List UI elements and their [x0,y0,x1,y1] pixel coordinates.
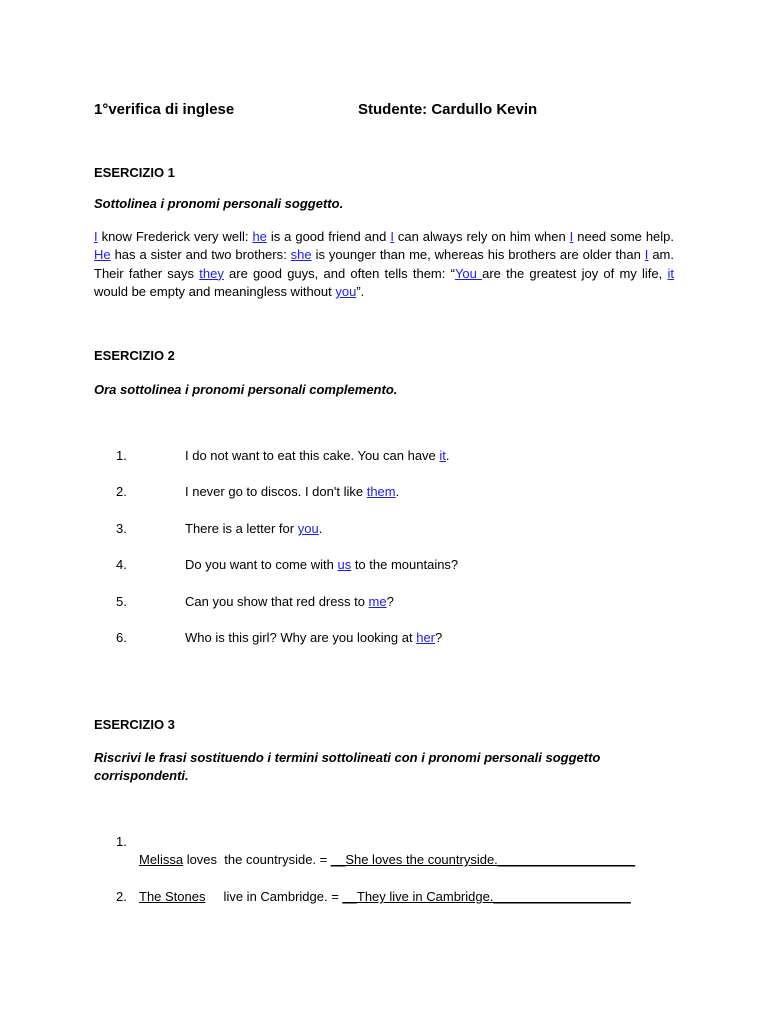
paragraph-text: is a good friend and [266,229,391,244]
underlined-pronoun: she [290,247,312,263]
item-sentence [185,630,442,645]
item-number: 2. [116,484,127,499]
sentence-text: . [395,484,400,499]
sentence-text: I never go to discos. I don't like [185,484,367,499]
underlined-pronoun: her [416,630,436,645]
exercise-3-heading: ESERCIZIO 3 [94,717,175,732]
item-sentence [139,889,631,904]
item-number: 1. [116,834,127,849]
underlined-pronoun: You [454,265,483,281]
exercise-3-instruction-line-2: corrispondenti. [94,768,189,783]
item-sentence [185,557,458,572]
paragraph-text: is younger than me, whereas his brothers are older than [311,247,645,263]
paragraph-text: need some help. [573,229,675,244]
sentence-text: There is a letter for [185,521,298,536]
item-sentence [185,521,322,536]
item-number: 2. [116,889,127,904]
underlined-pronoun: I [569,229,574,244]
underlined-pronoun: us [337,557,352,572]
underlined-pronoun: he [252,229,267,244]
item-sentence [185,484,399,499]
underlined-subject: The Stones [139,889,206,904]
paragraph-text: are good guys, and often tells them: “ [223,265,455,281]
paragraph-text: are the greatest joy of my life, [482,265,668,281]
underlined-pronoun: me [368,594,387,609]
exercise-2-heading: ESERCIZIO 2 [94,348,175,363]
sentence-text: I do not want to eat this cake. You can have [185,448,440,463]
paragraph-text: has a sister and two brothers: [110,247,291,263]
underlined-pronoun: I [644,247,649,263]
sentence-text: . [318,521,323,536]
exercise-2-instruction: Ora sottolinea i pronomi personali complemento. [94,382,398,397]
sentence-text: live in Cambridge. = [205,889,343,904]
answer-text: __She loves the countryside.___________________ [330,852,636,867]
student-name: Studente: Cardullo Kevin [358,101,538,118]
underlined-pronoun: you [297,521,319,536]
exercise-3-instruction-line-1: Riscrivi le frasi sostituendo i termini sottolineati con i pronomi personali soggetto [94,750,601,765]
paragraph-text: ”. [356,283,365,299]
item-sentence [139,852,635,867]
underlined-pronoun: it [667,265,674,281]
item-sentence [185,448,450,463]
item-number: 3. [116,521,127,536]
underlined-pronoun: I [390,229,394,244]
sentence-text: Do you want to come with [185,557,338,572]
item-sentence [185,594,394,609]
sentence-text: . [445,448,450,463]
underlined-pronoun: they [199,265,224,281]
item-number: 4. [116,557,127,572]
underlined-pronoun: them [366,484,396,499]
paragraph-text: can always rely on him when [393,229,570,244]
paragraph-text: would be empty and meaningless without [94,283,336,299]
sentence-text: loves the countryside. = [183,852,331,867]
worksheet-title: 1°verifica di inglese [94,101,235,118]
paragraph-text: am. Their father says [94,247,674,281]
sentence-text: to the mountains? [351,557,459,572]
answer-text: __They live in Cambridge.___________________ [342,889,631,904]
underlined-pronoun: I [94,229,98,244]
exercise-1-instruction: Sottolinea i pronomi personali soggetto. [94,196,344,211]
item-number: 6. [116,630,127,645]
underlined-pronoun: it [439,448,446,463]
sentence-text: Who is this girl? Why are you looking at [185,630,417,645]
item-number: 1. [116,448,127,463]
exercise-1-heading: ESERCIZIO 1 [94,165,175,180]
underlined-pronoun: you [335,283,357,299]
underlined-subject: Melissa [139,852,184,867]
sentence-text: ? [435,630,443,645]
exercise-1-paragraph [94,228,674,301]
underlined-pronoun: He [94,247,111,263]
paragraph-text: know Frederick very well: [97,229,253,244]
sentence-text: Can you show that red dress to [185,594,369,609]
sentence-text: ? [386,594,394,609]
item-number: 5. [116,594,127,609]
